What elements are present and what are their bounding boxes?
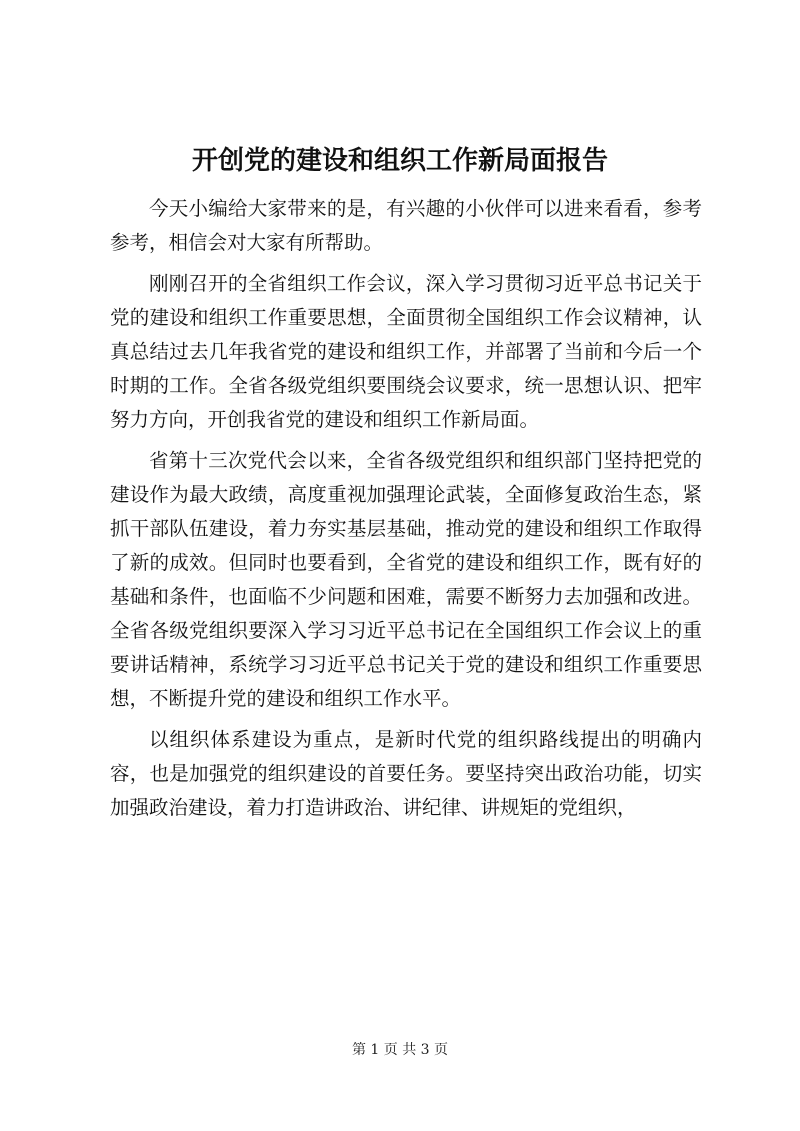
- document-body: [110, 192, 702, 832]
- paragraph-organization-system: 以组织体系建设为重点，是新时代党的组织路线提出的明确内容，也是加强党的组织建设的首要任务。要坚持突出政治功能，切实加强政治建设，着力打造讲政治、讲纪律、讲规矩的党组织，: [110, 728, 702, 819]
- page-number-footer: 第 1 页 共 3 页: [351, 1042, 449, 1058]
- paragraph-conference: 刚刚召开的全省组织工作会议，深入学习贯彻习近平总书记关于党的建设和组织工作重要思想，全面贯彻全国组织工作会议精神，认真总结过去几年我省党的建设和组织工作，并部署了当前和今后一个时期的工作。全省各级党组织要围绕会议要求，统一思想认识、把牢努力方向，开创我省党的建设和组织工作新局面。: [110, 272, 702, 431]
- paragraph-progress: 省第十三次党代会以来，全省各级党组织和组织部门坚持把党的建设作为最大政绩，高度重视加强理论武装，全面修复政治生态，紧抓干部队伍建设，着力夯实基层基础，推动党的建设和组织工作取得了新的成效。但同时也要看到，全省党的建设和组织工作，既有好的基础和条件，也面临不少问题和困难，需要不断努力去加强和改进。全省各级党组织要深入学习习近平总书记在全国组织工作会议上的重要讲话精神，系统学习习近平总书记关于党的建设和组织工作重要思想，不断提升党的建设和组织工作水平。: [110, 449, 702, 710]
- paragraph-intro: 今天小编给大家带来的是，有兴趣的小伙伴可以进来看看，参考参考，相信会对大家有所帮助。: [110, 197, 702, 254]
- document-title: 开创党的建设和组织工作新局面报告: [191, 146, 608, 176]
